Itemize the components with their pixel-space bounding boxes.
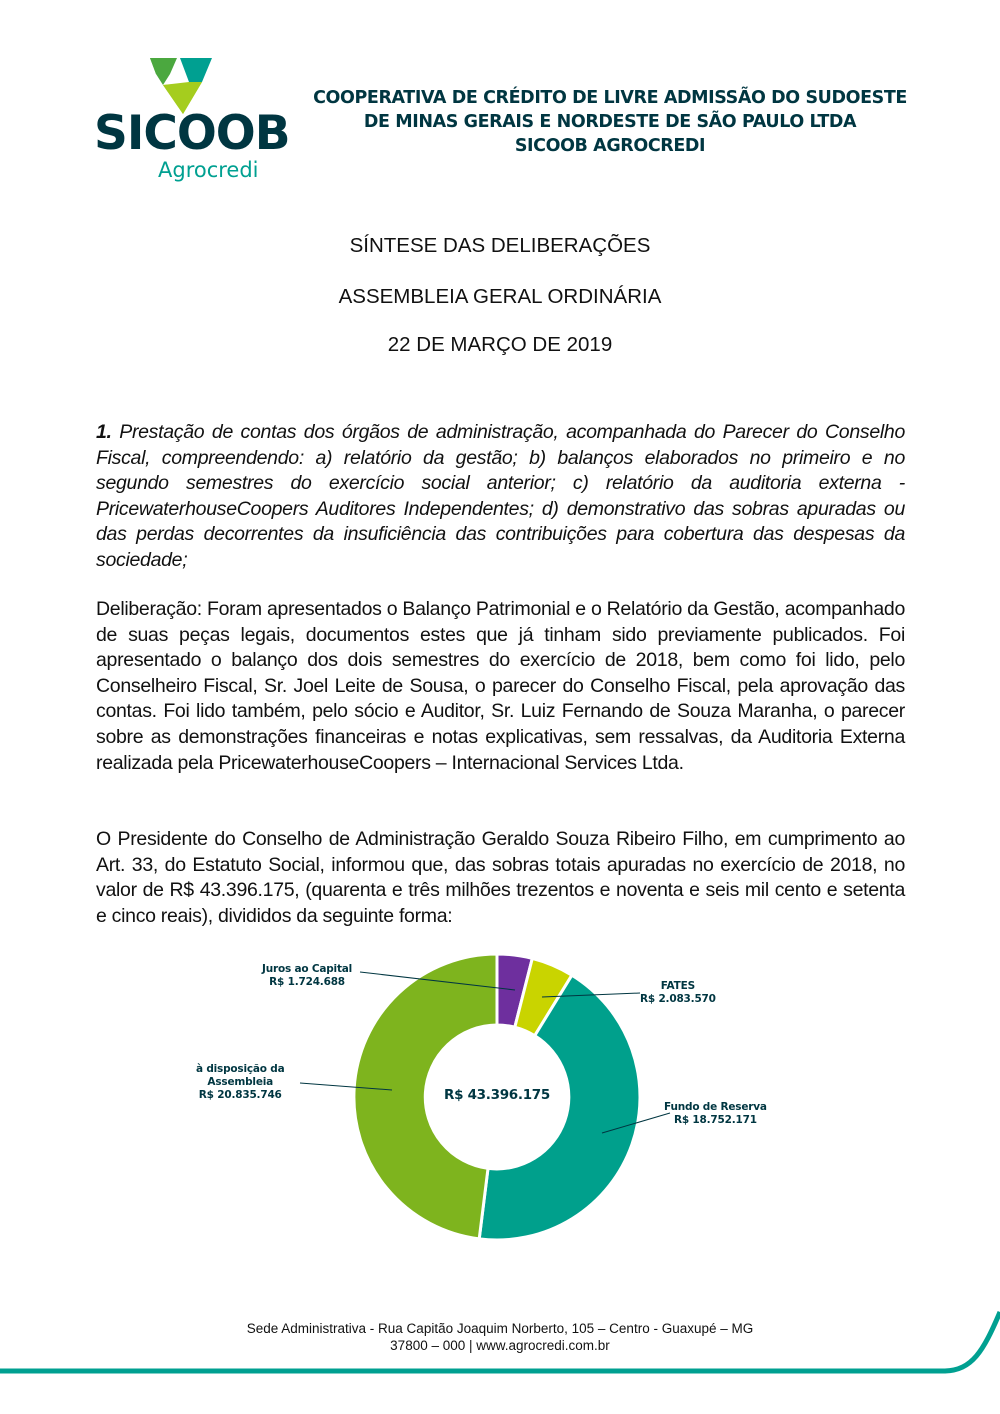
label-fundo-value: R$ 18.752.171 [673,1114,757,1126]
heading-synthesis: SÍNTESE DAS DELIBERAÇÕES [349,234,651,257]
heading-assembly: ASSEMBLEIA GERAL ORDINÁRIA [338,285,662,308]
label-fates-name: FATES [660,980,695,992]
label-fates-value: R$ 2.083.570 [640,993,716,1005]
footer-address-line-2: 37800 – 000 | www.agrocredi.com.br [390,1338,610,1353]
agenda-item-text: Prestação de contas dos órgãos de administração, acompanhada do Parecer do Conselho Fiscal, compreendendo: a) relatório da gestão; b) balanços elaborados no primeiro e no segundo semestres do exercício social anterior; c) relatório da auditoria externa - PricewaterhouseCoopers Auditores Independentes; d) demonstrativo das sobras apuradas ou das perdas decorrentes da insuficiência das contribuições para cobertura das despesas da sociedade; [96,421,905,571]
donut-center-total: R$ 43.396.175 [444,1087,550,1103]
label-assembleia-name-1: à disposição da [196,1063,285,1075]
label-juros-ao-capital [262,963,352,989]
surplus-distribution-donut-chart [0,940,1000,1270]
label-fates [640,980,716,1006]
footer-accent-curve [0,1300,1000,1380]
donut-chart-graphic [0,940,1000,1270]
label-fundo-de-reserva [664,1101,767,1127]
agenda-item-1 [96,420,905,574]
label-juros-value: R$ 1.724.688 [269,976,345,988]
cooperative-title-line-2: DE MINAS GERAIS E NORDESTE DE SÃO PAULO LTDA [363,112,857,132]
deliberation-paragraph: Deliberação: Foram apresentados o Balanço Patrimonial e o Relatório da Gestão, acompanhado de suas peças legais, documentos estes que já tinham sido previamente publicados. Foi apresentado o balanço dos dois semestres do exercício de 2018, bem como foi lido, pelo Conselheiro Fiscal, Sr. Joel Leite de Sousa, o parecer do Conselho Fiscal, pela aprovação das contas. Foi lido também, pelo sócio e Auditor, Sr. Luiz Fernando de Souza Maranha, o parecer sobre as demonstrações financeiras e notas explicativas, sem ressalvas, da Auditoria Externa realizada pela PricewaterhouseCoopers – Internacional Services Ltda. [96,598,905,774]
label-disposicao-assembleia [196,1063,284,1102]
heading-date: 22 DE MARÇO DE 2019 [387,333,613,356]
label-juros-name: Juros ao Capital [262,963,353,975]
logo-subtitle: Agrocredi [158,158,259,182]
logo-wordmark: SICOOB [94,106,290,161]
president-statement-paragraph: O Presidente do Conselho de Administração Geraldo Souza Ribeiro Filho, em cumprimento ao Art. 33, do Estatuto Social, informou que, das sobras totais apuradas no exercício de 2018, no valor de R$ 43.396.175, (quarenta e três milhões trezentos e noventa e seis mil cento e setenta e cinco reais), divididos da seguinte forma: [96,828,905,927]
cooperative-title-line-3: SICOOB AGROCREDI [514,136,706,156]
footer-address-line-1: Sede Administrativa - Rua Capitão Joaquim Norberto, 105 – Centro - Guaxupé – MG [246,1321,754,1336]
sicoob-agrocredi-logo [92,56,290,191]
cooperative-title [300,86,920,158]
cooperative-title-line-1: COOPERATIVA DE CRÉDITO DE LIVRE ADMISSÃO DO SUDOESTE [313,88,907,108]
label-assembleia-value: R$ 20.835.746 [198,1089,282,1101]
label-fundo-name: Fundo de Reserva [664,1101,767,1113]
agenda-item-number: 1. [96,421,112,443]
label-assembleia-name-2: Assembleia [207,1076,274,1088]
